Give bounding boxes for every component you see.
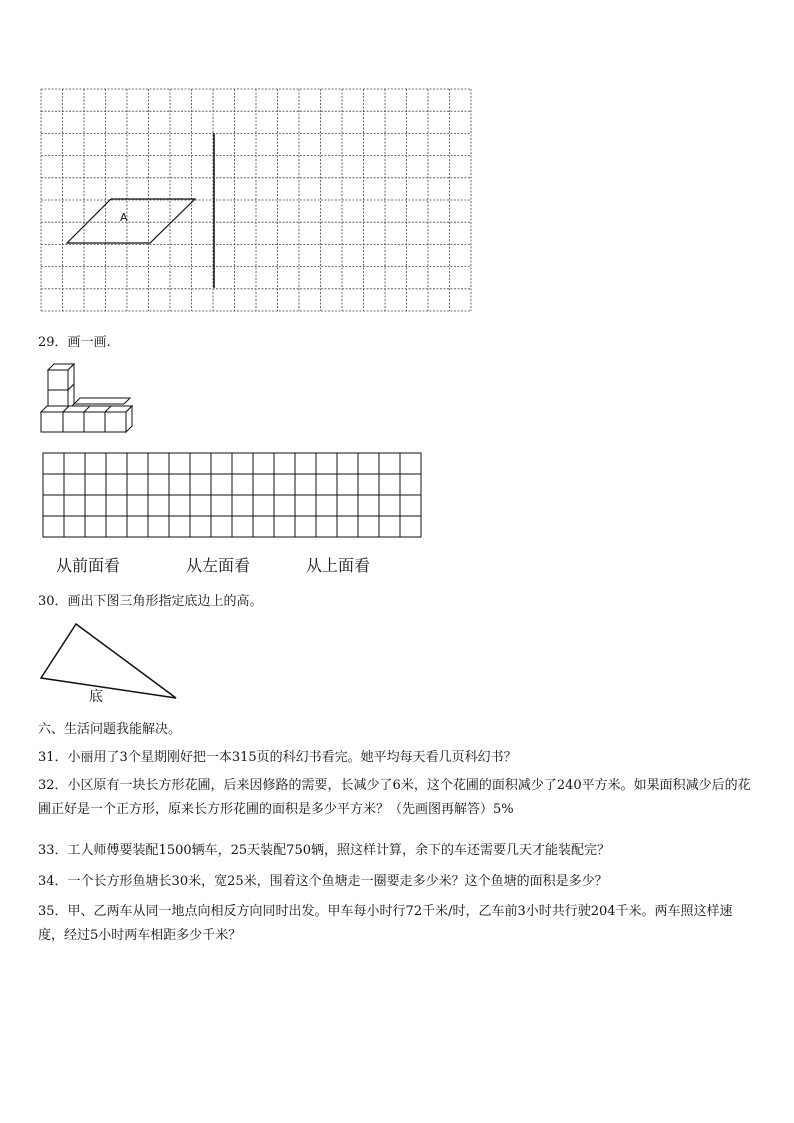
view-label-left: 从左面看 [186, 556, 251, 575]
view-label-front: 从前面看 [56, 556, 121, 575]
section-6-title: 六、生活问题我能解决。 [38, 722, 182, 737]
question-33: 33．工人师傅要装配1500辆车，25天装配750辆，照这样计算，余下的车还需要几天才能装配完？ [38, 843, 610, 858]
question-29-title: 29．画一画. [38, 335, 111, 350]
cube-stack-figure [38, 362, 138, 438]
question-30-title: 30．画出下图三角形指定底边上的高。 [38, 594, 263, 609]
drawing-grid [42, 452, 422, 538]
triangle-base-label: 底 [89, 689, 103, 705]
parallelogram-a [67, 199, 195, 243]
dotted-grid [41, 89, 471, 311]
view-label-top: 从上面看 [306, 556, 371, 575]
symmetry-grid-figure [40, 88, 472, 312]
question-35: 35．甲、乙两车从同一地点向相反方向同时出发。甲车每小时行72千米/时，乙车前3小时共行驶204千米。两车照这样速度，经过5小时两车相距多少千米？ [38, 904, 733, 943]
question-32: 32．小区原有一块长方形花圃，后来因修路的需要，长减少了6米，这个花圃的面积减少了240平方米。如果面积减少后的花圃正好是一个正方形，原来长方形花圃的面积是多少平方米？（先画图再解答）5% [38, 778, 751, 817]
question-31: 31．小丽用了3个星期刚好把一本315页的科幻书看完。她平均每天看几页科幻书？ [38, 750, 517, 765]
question-34: 34．一个长方形鱼塘长30米，宽25米，围着这个鱼塘走一圈要走多少米？这个鱼塘的面积是多少？ [38, 874, 608, 889]
triangle-figure [38, 618, 182, 702]
parallelogram-label: A [120, 211, 128, 224]
